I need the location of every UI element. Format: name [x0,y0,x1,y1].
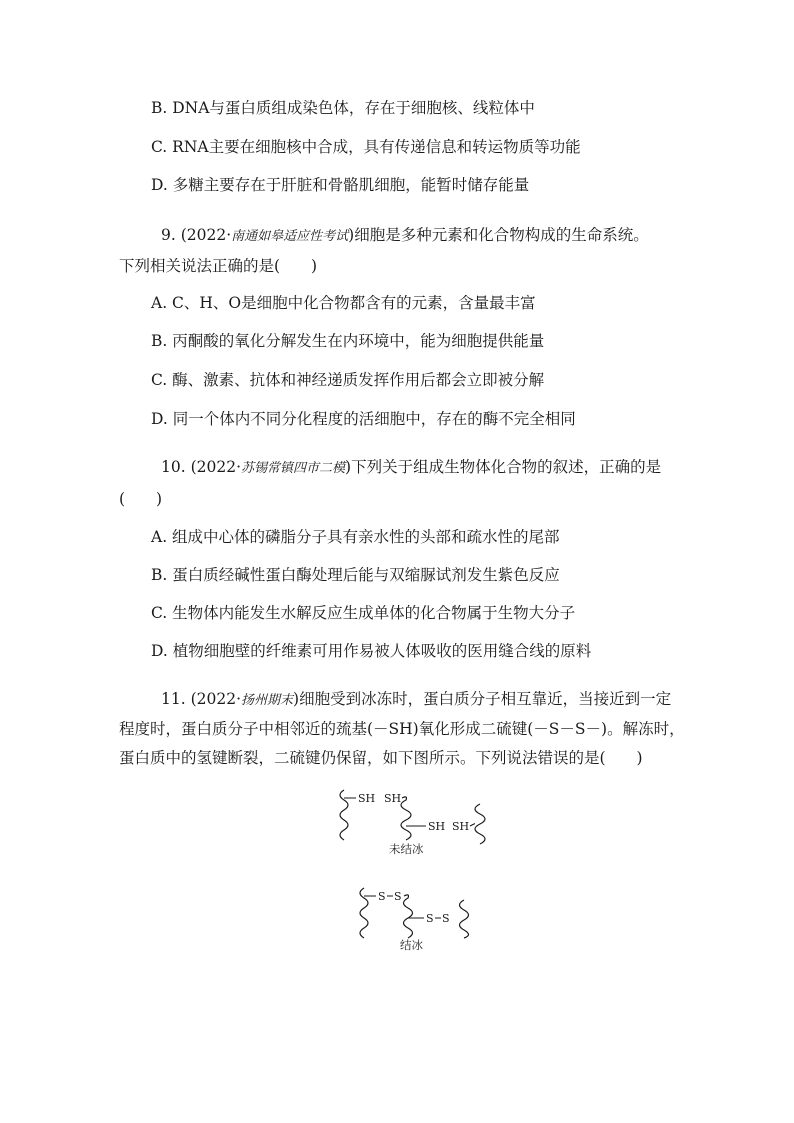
q11-number: 11. (2022· [161,690,241,708]
q11-stem-line-3: 蛋白质中的氢键断裂，二硫键仍保留，如下图所示。下列说法错误的是( ) [119,749,643,767]
q11-stem-line-1 [161,689,671,711]
protein-chain-middle [401,797,411,840]
q9-option-d: D. 同一个体内不同分化程度的活细胞中，存在的酶不完全相同 [151,410,576,428]
s-label-2: S [394,890,402,903]
frozen-chain-middle [404,895,413,938]
q8-option-d: D. 多糖主要存在于肝脏和骨骼肌细胞，能暂时储存能量 [151,176,530,194]
q11-source: 扬州期末 [241,693,294,708]
s-label-1: S [378,890,386,903]
q10-source: 苏锡常镇四市二模 [241,461,346,476]
sh-label-2: SH [384,792,402,805]
s-label-3: S [426,912,434,925]
q9-option-c: C. 酶、激素、抗体和神经递质发挥作用后都会立即被分解 [151,371,545,389]
sh-label-4: SH [452,820,470,833]
q9-option-b: B. 丙酮酸的氧化分解发生在内环境中，能为细胞提供能量 [151,332,545,350]
q11-stem-line-2: 程度时，蛋白质分子中相邻近的巯基(－SH)氧化形成二硫键(－S－S－)。解冻时， [119,720,685,738]
q10-stem-line-1 [161,457,661,479]
q9-source: 南通如皋适应性考试 [231,229,349,244]
q9-stem-line-2: 下列相关说法正确的是( ) [119,257,318,275]
q9-stem-text: )细胞是多种元素和化合物构成的生命系统。 [348,226,649,244]
s-label-4: S [442,912,450,925]
unfrozen-protein-diagram [330,786,495,846]
q10-stem-line-2: ( ) [119,490,163,508]
caption-frozen: 结冰 [400,938,423,952]
sh-label-1: SH [358,792,376,805]
q8-option-c: C. RNA主要在细胞核中合成，具有传递信息和转运物质等功能 [151,138,581,156]
q9-number: 9. (2022· [161,226,232,244]
q11-stem-text: )细胞受到冰冻时，蛋白质分子相互靠近，当接近到一定 [293,690,672,708]
q10-stem-text: )下列关于组成生物体化合物的叙述，正确的是 [345,458,662,476]
frozen-chain-right [460,900,469,938]
q10-option-d: D. 植物细胞壁的纤维素可用作易被人体吸收的医用缝合线的原料 [151,642,592,660]
q10-option-a: A. 组成中心体的磷脂分子具有亲水性的头部和疏水性的尾部 [151,528,560,546]
protein-chain-right [470,804,485,844]
q10-option-b: B. 蛋白质经碱性蛋白酶处理后能与双缩脲试剂发生紫色反应 [151,566,560,584]
q10-option-c: C. 生物体内能发生水解反应生成单体的化合物属于生物大分子 [151,604,576,622]
q10-number: 10. (2022· [161,458,241,476]
q9-option-a: A. C、H、O是细胞中化合物都含有的元素，含量最丰富 [151,294,536,312]
q9-stem-line-1 [161,225,649,247]
caption-unfrozen: 未结冰 [389,842,424,856]
sh-label-3: SH [428,820,446,833]
q8-option-b: B. DNA与蛋白质组成染色体，存在于细胞核、线粒体中 [151,99,535,117]
frozen-protein-diagram [352,884,477,939]
